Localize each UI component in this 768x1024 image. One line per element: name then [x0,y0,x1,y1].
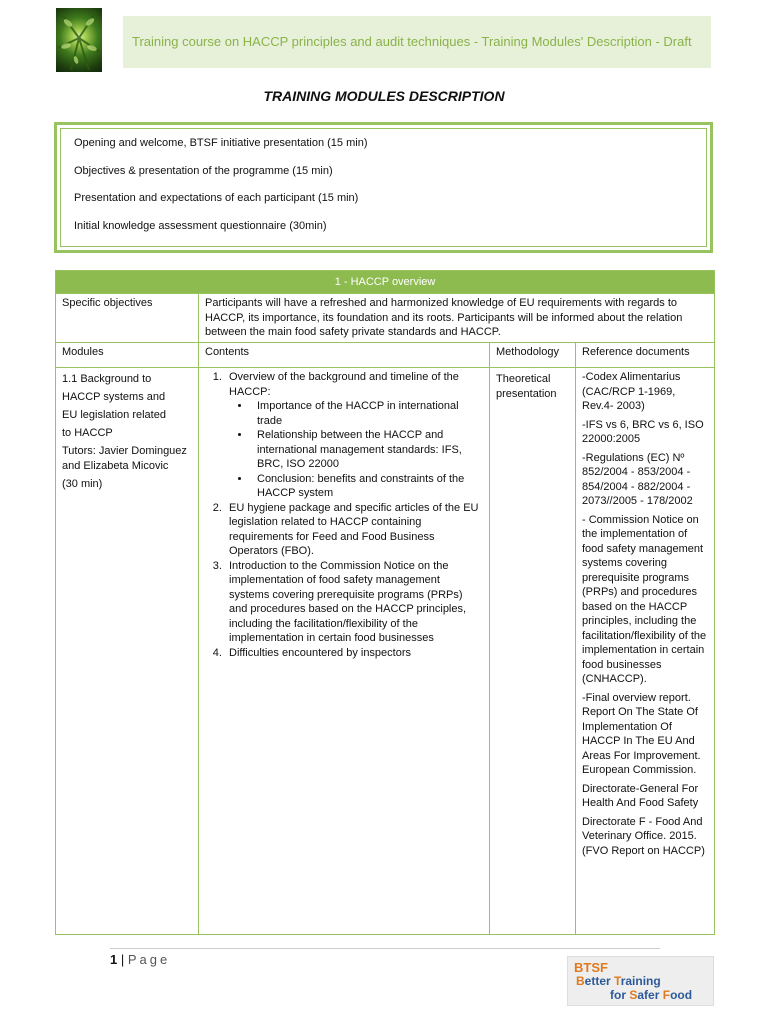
intro-item: Objectives & presentation of the programme (15 min) [74,165,333,177]
references-cell [576,368,715,935]
reference-item: Directorate F - Food And Veterinary Office. 2015. (FVO Report on HACCP) [582,815,705,857]
section-title: 1 - HACCP overview [56,271,715,294]
contents-subitem: • Importance of the HACCP in international trade [251,399,483,428]
btsf-tagline-2: for Safer Food [610,988,693,1002]
intro-item: Presentation and expectations of each participant (15 min) [74,192,359,204]
module-tutors: Tutors: Javier Dominguez and Elizabeta Micovic [62,445,187,472]
btsf-logo [567,956,714,1006]
module-title-line: EU legislation related [62,409,166,421]
page-number-separator: | [117,952,128,967]
column-header-methodology: Methodology [490,343,576,368]
column-header-modules: Modules [56,343,199,368]
page-number-value: 1 [110,952,118,967]
module-title-line: HACCP systems and [62,391,166,403]
module-table [55,270,715,935]
reference-item: -Final overview report. Report On The State Of Implementation Of HACCP In The EU And Areas For Improvement. European Commission. [582,691,701,776]
contents-subitem: • Conclusion: benefits and constraints of the HACCP system [251,472,483,501]
btsf-name: BTSF [574,960,608,975]
reference-item: -Codex Alimentarius (CAC/RCP 1-1969, Rev.4- 2003) [582,371,681,412]
reference-item: -IFS vs 6, BRC vs 6, ISO 22000:2005 [582,418,704,445]
column-header-contents: Contents [199,343,490,368]
contents-subitem: • Relationship between the HACCP and international management standards: IFS, BRC, ISO 22000 [251,428,483,472]
btsf-tagline-1: Better Training [576,974,661,988]
reference-item: -Regulations (EC) Nº 852/2004 - 853/2004 - 854/2004 - 882/2004 - 2073//2005 - 178/2002 [582,451,693,507]
module-cell [56,368,199,935]
objectives-label: Specific objectives [56,294,199,343]
contents-item-text: Overview of the background and timeline of the HACCP: [229,371,459,398]
reference-item: - Commission Notice on the implementation of food safety management systems covering prerequisite programs (PRPs) and procedures based on the HACCP principles, including the facilitation/flexibility of the implementation in certain food businesses (CNHACCP). [582,513,707,685]
page-word: Page [127,952,171,967]
intro-item: Initial knowledge assessment questionnaire (30min) [74,220,327,232]
page-number [110,952,170,967]
intro-sessions-box [54,122,713,253]
course-logo-image [56,8,102,72]
contents-item [225,370,483,501]
contents-list [205,370,483,660]
contents-sublist [229,399,483,501]
methodology-cell: Theoretical presentation [490,368,576,935]
footer-divider [110,948,660,949]
column-header-references: Reference documents [576,343,715,368]
contents-cell [199,368,490,935]
contents-item: 2. EU hygiene package and specific articles of the EU legislation related to HACCP containing requirements for Feed and Food Business Operators (FBO). [225,501,483,559]
intro-item: Opening and welcome, BTSF initiative presentation (15 min) [74,137,368,149]
module-title-line: 1.1 Background to [62,373,152,385]
header-title: Training course on HACCP principles and audit techniques - Training Modules' Description - Draft [132,34,692,49]
contents-item: 4. Difficulties encountered by inspectors [225,646,483,661]
objectives-text: Participants will have a refreshed and harmonized knowledge of EU requirements with regards to HACCP, its importance, its foundation and its roots. Participants will be informed about the relation between the main food safety private standards and HACCP. [199,294,715,343]
page-title: TRAINING MODULES DESCRIPTION [263,88,505,104]
module-duration: (30 min) [62,478,103,490]
document-header [123,16,711,68]
contents-item: 3. Introduction to the Commission Notice on the implementation of food safety management systems covering prerequisite programs (PRPs) and procedures based on the HACCP principles, including the facilitation/flexibility of the implementation in certain food businesses [225,559,483,646]
reference-item: Directorate-General For Health And Food Safety [582,782,699,809]
module-title-line: to HACCP [62,427,113,439]
